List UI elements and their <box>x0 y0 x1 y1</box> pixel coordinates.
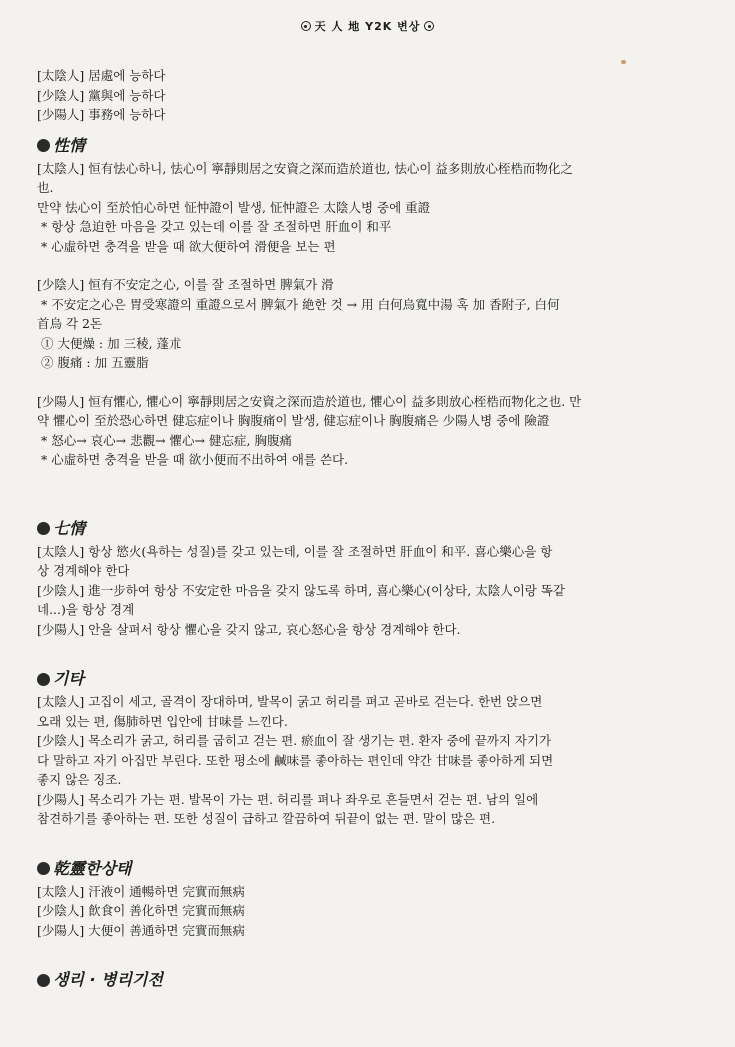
paragraph-gap <box>37 489 697 508</box>
text-line: ① 大便燥 : 加 三稜, 蓬朮 <box>37 335 182 351</box>
circle-dot-icon <box>301 21 311 31</box>
text-line: [太陰人] 汗液이 通暢하면 完實而無病 <box>37 883 245 899</box>
text-line: [少陽人] 목소리가 가는 편. 발목이 가는 편. 허리를 펴나 좌우로 흔들면서 걷는 편. 남의 일에 <box>37 791 539 807</box>
section-heading <box>37 969 697 991</box>
circle-dot-icon <box>424 21 434 31</box>
text-line: 也. <box>37 180 54 195</box>
text-line: 네...)을 항상 경계 <box>37 602 135 617</box>
text-line: 首烏 각 2돈 <box>37 316 103 331</box>
text-line: 상 경계해야 한다 <box>37 563 130 578</box>
text-line: 좋지 않은 징조. <box>37 772 122 787</box>
text-line: 오래 있는 편, 傷肺하면 입안에 甘味를 느낀다. <box>37 713 288 729</box>
section-bullet-icon <box>37 862 50 875</box>
text-line: [少陽人] 恒有懼心, 懼心이 寧靜則居之安資之深而造於道也, 懼心이 益多則放心桎梏而物化之也. 만 <box>37 393 582 409</box>
text-line: [太陰人] 고집이 세고, 골격이 장대하며, 발목이 굵고 허리를 펴고 곧바로 걷는다. 한번 앉으면 <box>37 694 543 709</box>
paragraph-gap <box>37 256 697 275</box>
paragraph-gap <box>37 470 697 489</box>
text-line: [少陰人] 進一步하여 항상 不安定한 마음을 갖지 않도록 하며, 喜心樂心(이상타, 太陰人이랑 똑같 <box>37 582 565 598</box>
text-line: * 不安定之心은 胃受寒證의 重證으로서 脾氣가 絶한 것 → 用 白何烏寬中湯 혹 加 香附子, 白何 <box>37 296 560 312</box>
text-line: [少陰人] 목소리가 굵고, 허리를 굽히고 걷는 편. 瘀血이 잘 생기는 편. 환자 중에 끝까지 자기가 <box>37 733 552 748</box>
section-bullet-icon <box>37 974 50 987</box>
paragraph-gap <box>37 373 697 392</box>
section-heading <box>37 858 697 880</box>
text-line: * 怒心→ 哀心→ 悲觀→ 懼心→ 健忘症, 胸腹痛 <box>37 432 292 448</box>
text-line: [少陽人] 事務에 능하다 <box>37 107 166 122</box>
text-line: [少陽人] 안을 살펴서 항상 懼心을 갖지 않고, 哀心怒心을 항상 경계해야 한다. <box>37 621 461 637</box>
section-heading-text: 七情 <box>53 518 86 538</box>
text-line: * 항상 急迫한 마음을 갖고 있는데 이를 잘 조절하면 肝血이 和平 <box>37 219 392 234</box>
section-heading <box>37 518 697 540</box>
text-line: * 心虛하면 충격을 받을 때 欲小便而不出하여 애를 쓴다. <box>37 452 349 467</box>
section-heading-text: 性情 <box>53 135 86 155</box>
page-header <box>0 18 735 34</box>
scan-smudge <box>621 60 626 64</box>
section-heading <box>37 135 697 157</box>
text-line: [太陰人] 恒有怯心하니, 怯心이 寧靜則居之安資之深而造於道也, 怯心이 益多則放心桎梏而物化之 <box>37 160 573 176</box>
section-bullet-icon <box>37 522 50 535</box>
section-heading <box>37 668 697 690</box>
page-header-title: 天 人 地 Y2K 변상 <box>314 20 421 33</box>
section-bullet-icon <box>37 139 50 152</box>
text-line: [少陰人] 飮食이 善化하면 完實而無病 <box>37 903 245 918</box>
text-line: 약 懼心이 至於恐心하면 健忘症이나 胸腹痛이 발생, 健忘症이나 胸腹痛은 少陽人병 중에 險證 <box>37 413 550 428</box>
text-line: ② 腹痛 : 加 五靈脂 <box>37 355 149 370</box>
paragraph-gap <box>37 639 697 658</box>
text-line: [太陰人] 居處에 능하다 <box>37 68 166 83</box>
text-line: 참견하기를 좋아하는 편. 또한 성질이 급하고 깔끔하여 뒤끝이 없는 편. 말이 많은 편. <box>37 811 496 826</box>
section-heading-text: 기타 <box>53 669 84 688</box>
text-line: 다 말하고 자기 아집만 부린다. 또한 평소에 鹹味를 좋아하는 편인데 약간 甘味를 좋아하게 되면 <box>37 752 554 768</box>
section-heading-text: 乾靈한상태 <box>53 858 132 878</box>
document-body <box>37 66 697 993</box>
text-line: [少陰人] 恒有不安定之心, 이를 잘 조절하면 脾氣가 滑 <box>37 277 334 292</box>
text-line: * 心虛하면 충격을 받을 때 欲大便하여 滑便을 보는 편 <box>37 238 336 254</box>
text-line: [少陽人] 大便이 善通하면 完實而無病 <box>37 922 245 938</box>
text-line: [太陰人] 항상 慾火(욕하는 성질)를 갖고 있는데, 이를 잘 조절하면 肝血이 和平. 喜心樂心을 항 <box>37 543 553 559</box>
section-bullet-icon <box>37 673 50 686</box>
paragraph-gap <box>37 940 697 959</box>
text-line: 만약 怯心이 至於怕心하면 怔忡證이 발생, 怔忡證은 太陰人병 중에 重證 <box>37 199 431 215</box>
section-heading-text: 생리 · 병리기전 <box>53 970 163 989</box>
paragraph-gap <box>37 829 697 848</box>
text-line: [少陰人] 黨與에 능하다 <box>37 87 166 103</box>
